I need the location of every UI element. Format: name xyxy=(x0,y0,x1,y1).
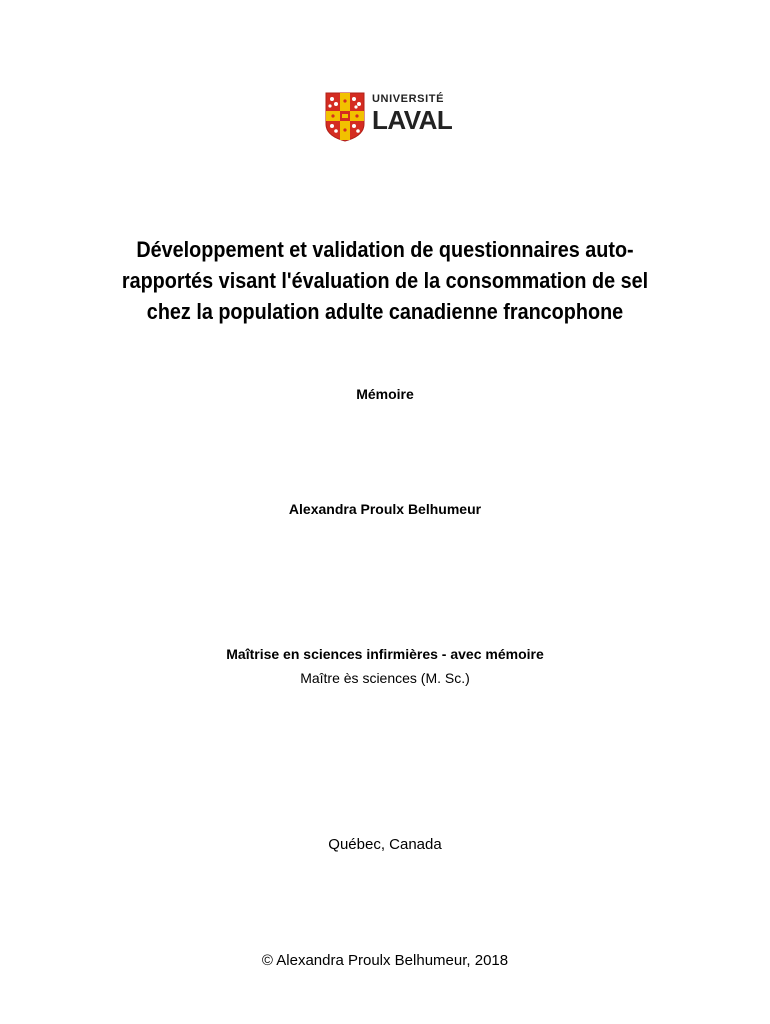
universite-laval-logo xyxy=(325,90,453,142)
logo-wordmark xyxy=(372,94,452,133)
thesis-title-line-1: Développement et validation de questionnaires auto- xyxy=(136,237,634,262)
copyright-notice: © Alexandra Proulx Belhumeur, 2018 xyxy=(261,952,509,969)
logo-laval-text: LAVAL xyxy=(372,105,453,135)
document-type: Mémoire xyxy=(356,386,414,402)
degree-grade: Maître ès sciences (M. Sc.) xyxy=(300,670,470,686)
thesis-title-line-2: rapportés visant l'évaluation de la consommation de sel xyxy=(121,268,649,293)
thesis-title xyxy=(39,234,732,327)
shield-icon xyxy=(325,92,365,142)
program-name: Maîtrise en sciences infirmières - avec mémoire xyxy=(226,646,544,662)
author-name: Alexandra Proulx Belhumeur xyxy=(288,501,482,517)
thesis-title-line-3: chez la population adulte canadienne francophone xyxy=(146,299,624,324)
logo-universite-text: UNIVERSITÉ xyxy=(372,93,445,105)
place: Québec, Canada xyxy=(328,836,442,853)
